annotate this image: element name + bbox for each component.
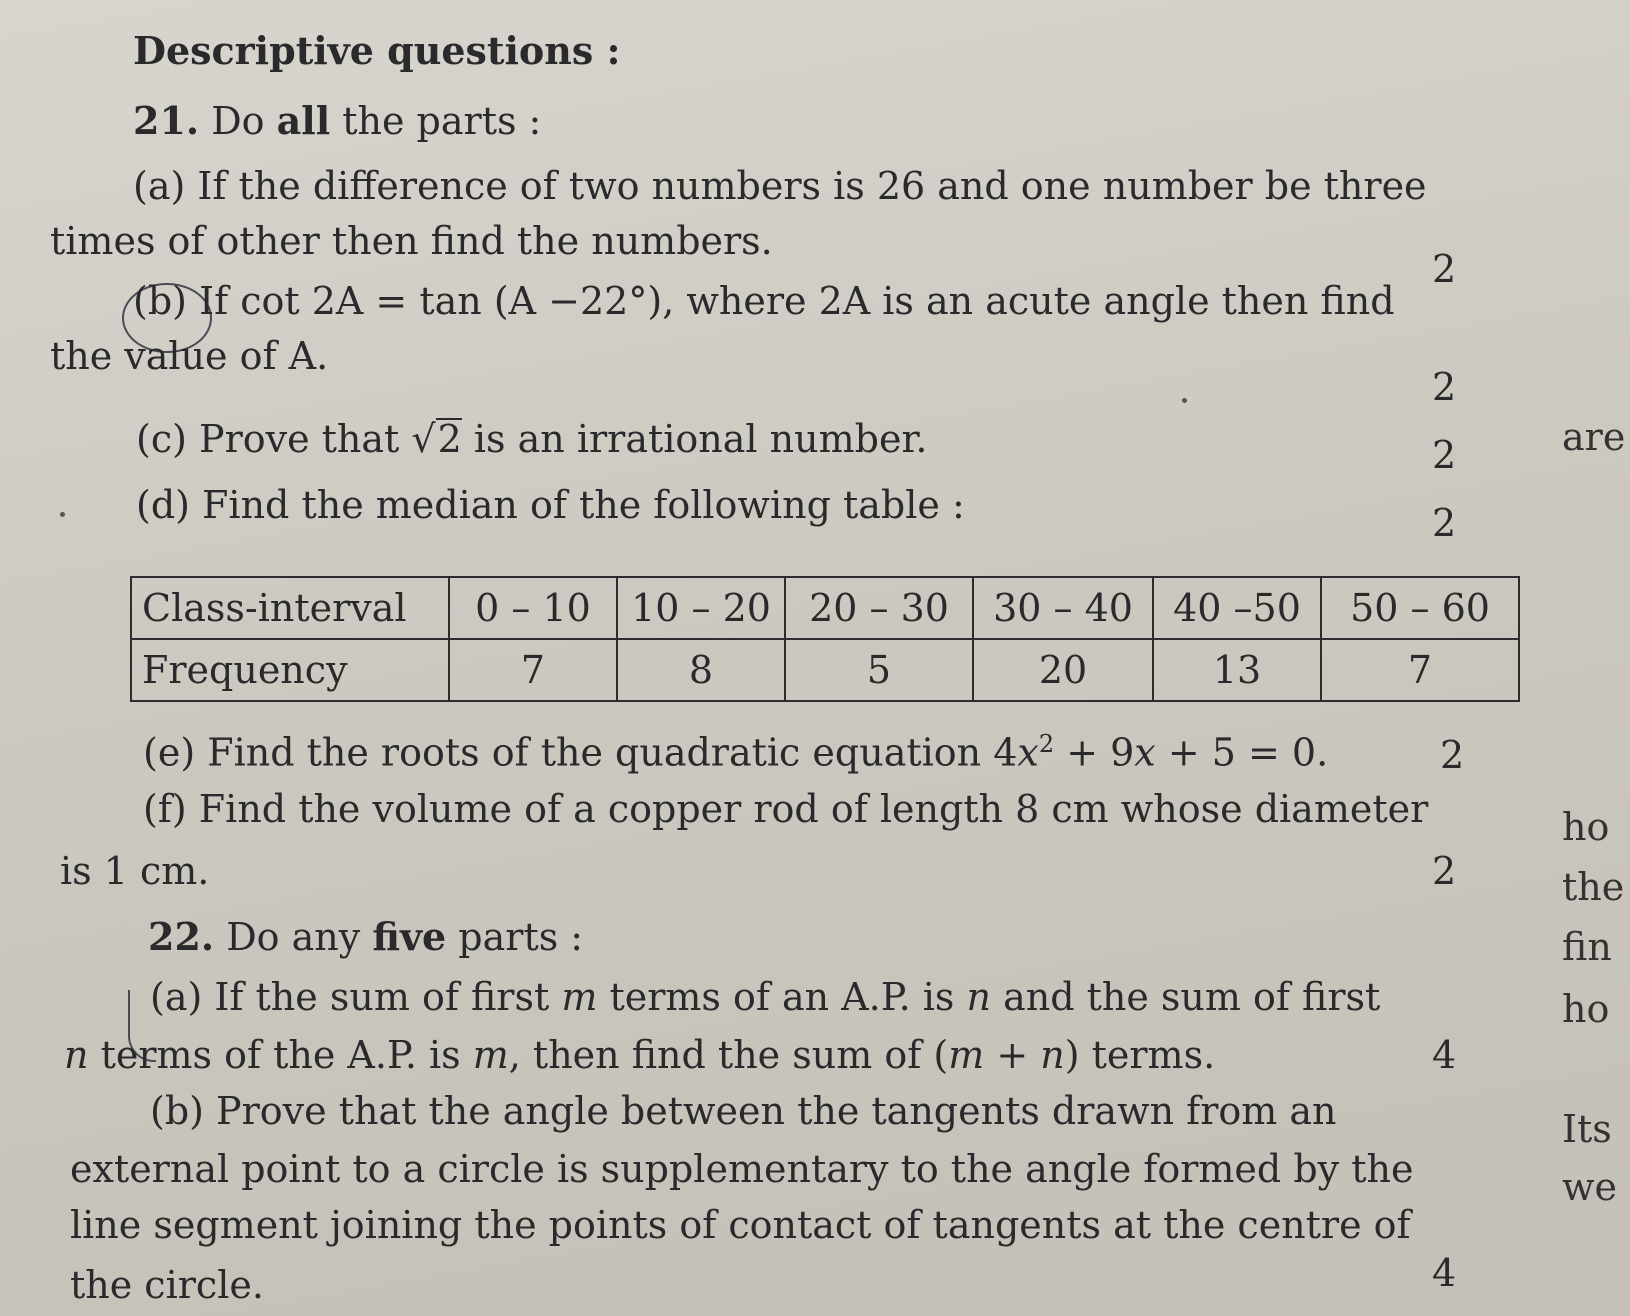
table-cell: 10 – 20 <box>617 577 785 639</box>
table-cell: 0 – 10 <box>449 577 617 639</box>
q21a-line1: (a) If the difference of two numbers is 26 and one number be three <box>133 164 1427 208</box>
q21d-marks: 2 <box>1432 501 1457 545</box>
table-cell: 7 <box>1321 639 1519 701</box>
q22a-line1: (a) If the sum of first m terms of an A.P. is n and the sum of first <box>150 975 1381 1019</box>
q22a-marks: 4 <box>1432 1033 1457 1077</box>
q21e-marks: 2 <box>1440 733 1465 777</box>
q21f-marks: 2 <box>1432 849 1457 893</box>
q21b-line2: the value of A. <box>50 334 329 378</box>
table-cell: 20 <box>973 639 1153 701</box>
frequency-table <box>130 576 1520 702</box>
q21d-text: (d) Find the median of the following table : <box>136 483 965 527</box>
margin-fragment: we <box>1562 1165 1618 1209</box>
margin-fragment: fin <box>1562 925 1612 969</box>
q21c-marks: 2 <box>1432 433 1457 477</box>
margin-fragment: Its <box>1562 1107 1612 1151</box>
table-cell: 30 – 40 <box>973 577 1153 639</box>
q22b-line3: line segment joining the points of contact of tangents at the centre of <box>70 1203 1411 1247</box>
stray-dot <box>1182 398 1187 403</box>
table-cell: 8 <box>617 639 785 701</box>
q22a-line2: n terms of the A.P. is m, then find the sum of (m + n) terms. <box>64 1033 1216 1077</box>
table-cell: 20 – 30 <box>785 577 973 639</box>
table-cell: 7 <box>449 639 617 701</box>
q22b-line4: the circle. <box>70 1263 264 1307</box>
table-row <box>131 577 1519 639</box>
stray-dot <box>60 512 65 517</box>
q21f-line2: is 1 cm. <box>60 849 210 893</box>
margin-fragment: ho <box>1562 805 1610 849</box>
q21-intro: 21. Do all the parts : <box>133 98 542 143</box>
q21e-text: (e) Find the roots of the quadratic equation $4x^2 + 9x + 5 = 0$. <box>143 730 1329 775</box>
q21f-line1: (f) Find the volume of a copper rod of length 8 cm whose diameter <box>143 787 1429 831</box>
table-header-cell: Class-interval <box>131 577 449 639</box>
table-cell: 5 <box>785 639 973 701</box>
table-header-cell: Frequency <box>131 639 449 701</box>
table-cell: 40 –50 <box>1153 577 1321 639</box>
q22-intro: 22. Do any five parts : <box>148 914 584 959</box>
q21a-line2: times of other then find the numbers. <box>50 219 773 263</box>
q21b-line1: (b) If cot 2A = tan (A −22°), where 2A is an acute angle then find <box>133 279 1395 323</box>
margin-fragment: the <box>1562 865 1625 909</box>
table-cell: 13 <box>1153 639 1321 701</box>
q21b-marks: 2 <box>1432 365 1457 409</box>
table-row <box>131 639 1519 701</box>
table-cell: 50 – 60 <box>1321 577 1519 639</box>
q22-number: 22. <box>148 914 215 959</box>
q21c-text: (c) Prove that √2 is an irrational number. <box>136 417 928 461</box>
margin-fragment: ho <box>1562 987 1610 1031</box>
q21a-marks: 2 <box>1432 247 1457 291</box>
section-heading: Descriptive questions : <box>133 28 621 73</box>
q22b-line1: (b) Prove that the angle between the tangents drawn from an <box>150 1089 1337 1133</box>
margin-fragment: are <box>1562 415 1626 459</box>
q21-number: 21. <box>133 98 200 143</box>
q22b-line2: external point to a circle is supplementary to the angle formed by the <box>70 1147 1414 1191</box>
q22b-marks: 4 <box>1432 1251 1457 1295</box>
